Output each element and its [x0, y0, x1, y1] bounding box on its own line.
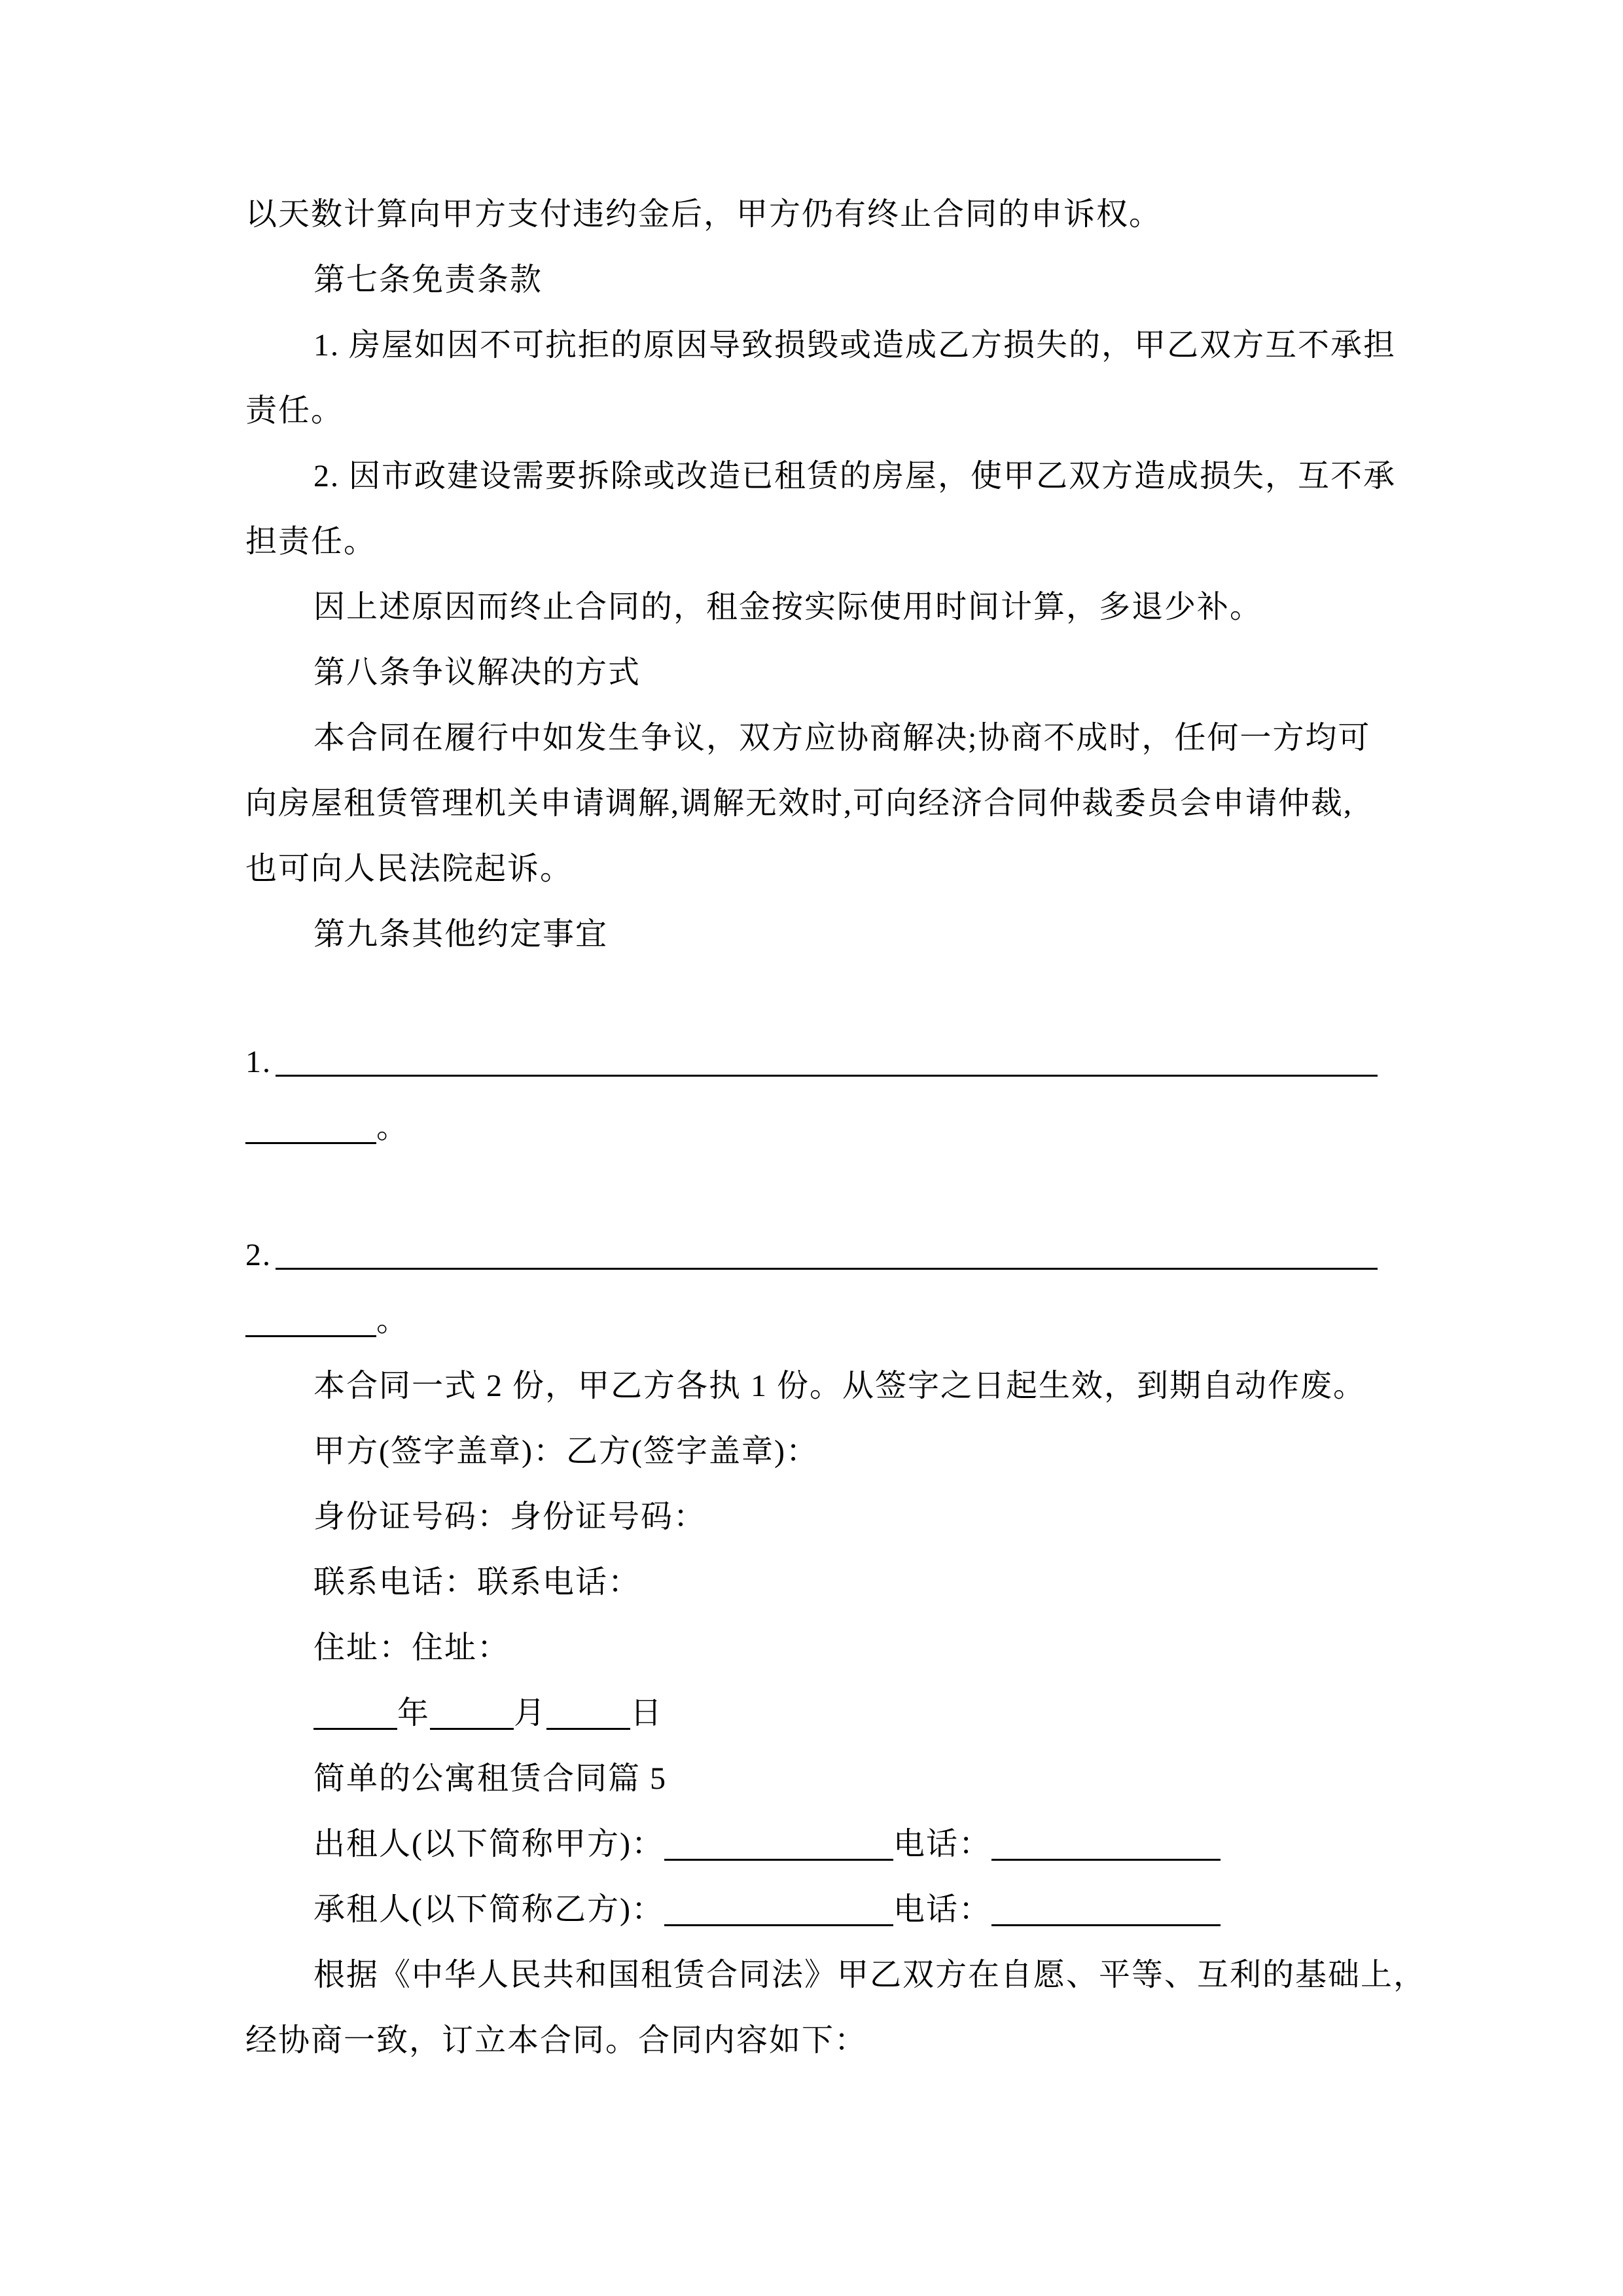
- contract-clause-line: 责任。: [245, 393, 344, 428]
- lessor-label: 出租人(以下简称甲方)：: [313, 1827, 664, 1861]
- contract-copies-line: 本合同一式 2 份，甲乙方各执 1 份。从签字之日起生效，到期自动作废。: [313, 1369, 1366, 1403]
- lessor-name-blank: [664, 1859, 893, 1861]
- contract-clause-line: 因上述原因而终止合同的，租金按实际使用时间计算，多退少补。: [313, 590, 1263, 624]
- fill-in-item-2: [245, 1223, 1378, 1288]
- clause-7-heading: 第七条免责条款: [313, 262, 543, 297]
- month-blank: [430, 1728, 514, 1730]
- month-label: 月: [514, 1696, 547, 1731]
- year-blank: [313, 1728, 397, 1730]
- fill-in-blank-short: [245, 1335, 376, 1337]
- lessee-line: [245, 1877, 1378, 1943]
- lessor-phone-label: 电话：: [893, 1827, 991, 1861]
- legal-basis-line: 根据《中华人民共和国租赁合同法》甲乙双方在自愿、平等、互利的基础上，: [313, 1958, 1427, 1992]
- lessee-name-blank: [664, 1924, 893, 1926]
- lessor-line: [245, 1812, 1378, 1877]
- fill-in-blank-short: [245, 1142, 376, 1144]
- contract-clause-line: 2. 因市政建设需要拆除或改造已租赁的房屋，使甲乙双方造成损失，互不承: [313, 459, 1397, 493]
- lessee-label: 承租人(以下简称乙方)：: [313, 1892, 664, 1927]
- lessee-phone-label: 电话：: [893, 1892, 991, 1927]
- item-number: 1.: [245, 1045, 272, 1079]
- fill-in-item-1: [245, 1030, 1378, 1095]
- clause-9-heading: 第九条其他约定事宜: [313, 917, 609, 952]
- section-5-heading: 简单的公寓租赁合同篇 5: [313, 1761, 668, 1796]
- fill-in-blank-long: [276, 1030, 1378, 1077]
- contract-clause-line: 以天数计算向甲方支付违约金后，甲方仍有终止合同的申诉权。: [245, 197, 1162, 232]
- legal-basis-continuation: 经协商一致，订立本合同。合同内容如下：: [245, 2023, 868, 2058]
- address-line: 住址：住址：: [313, 1630, 510, 1665]
- date-line: [245, 1681, 1378, 1746]
- lessee-phone-blank: [991, 1924, 1221, 1926]
- day-label: 日: [630, 1696, 664, 1731]
- fill-in-item-1-continuation: [245, 1095, 1378, 1160]
- blank-line: [245, 1160, 1378, 1223]
- signature-line: 甲方(签字盖章)：乙方(签字盖章)：: [313, 1434, 819, 1469]
- contract-body: [245, 182, 1427, 2073]
- contract-clause-line: 本合同在履行中如发生争议，双方应协商解决;协商不成时，任何一方均可: [313, 721, 1371, 755]
- day-blank: [546, 1728, 630, 1730]
- contract-clause-line: 向房屋租赁管理机关申请调解,调解无效时,可向经济合同仲裁委员会申请仲裁,: [245, 786, 1353, 821]
- fill-in-blank-long: [276, 1223, 1378, 1270]
- blank-line: [245, 967, 1378, 1030]
- contract-clause-line: 担责任。: [245, 524, 377, 559]
- contract-clause-line: 1. 房屋如因不可抗拒的原因导致损毁或造成乙方损失的，甲乙双方互不承担: [313, 328, 1397, 363]
- fill-in-item-2-continuation: [245, 1288, 1378, 1354]
- contact-phone-line: 联系电话：联系电话：: [313, 1565, 641, 1600]
- year-label: 年: [397, 1696, 431, 1731]
- period-mark: 。: [376, 1110, 410, 1145]
- lessor-phone-blank: [991, 1859, 1221, 1861]
- period-mark: 。: [376, 1303, 410, 1338]
- item-number: 2.: [245, 1238, 272, 1272]
- contract-clause-line: 也可向人民法院起诉。: [245, 852, 573, 886]
- clause-8-heading: 第八条争议解决的方式: [313, 655, 641, 690]
- id-number-line: 身份证号码：身份证号码：: [313, 1499, 707, 1534]
